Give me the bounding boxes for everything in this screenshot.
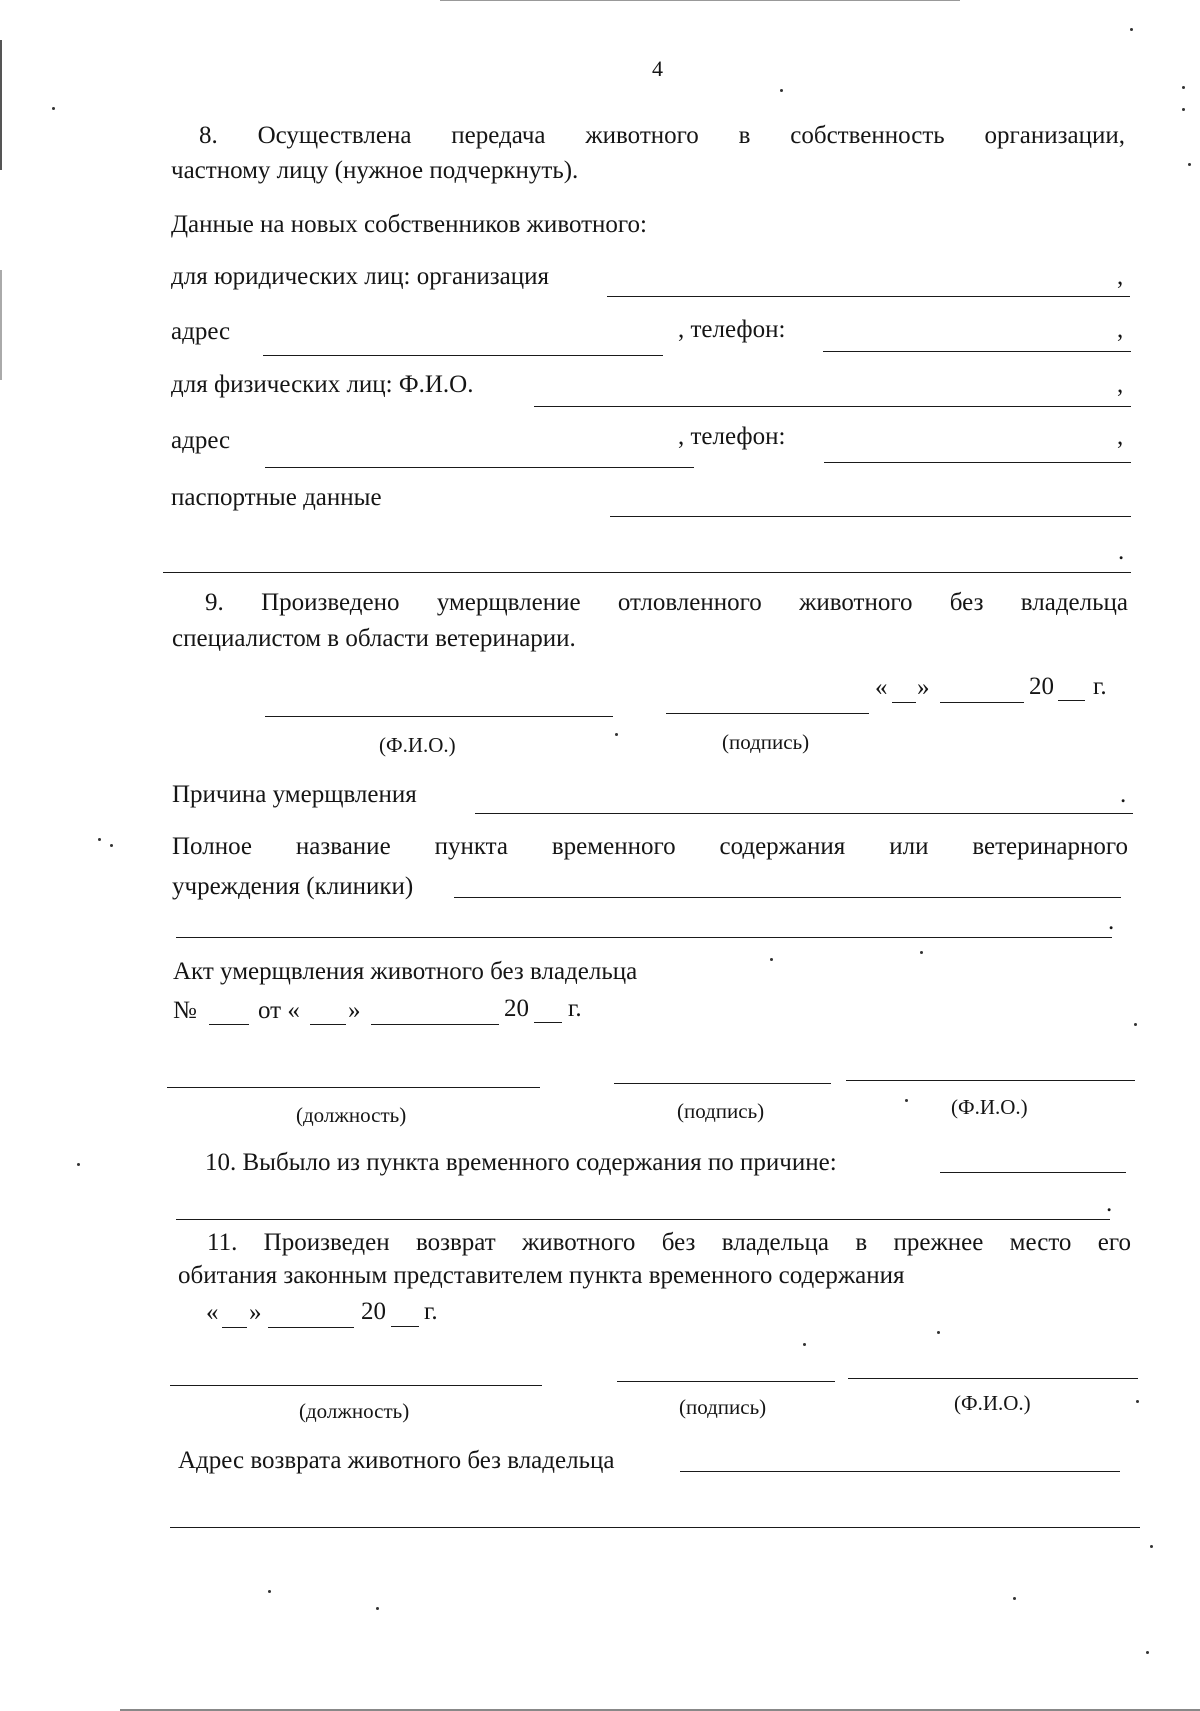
scan-speck <box>1130 28 1133 31</box>
scan-speck <box>803 1343 806 1346</box>
section11-line1: 11. Произведен возврат животного без владельца в прежнее место его <box>207 1229 1131 1256</box>
scan-speck <box>905 1099 908 1102</box>
scan-speck <box>110 844 113 847</box>
act-signature-field[interactable] <box>614 1083 831 1084</box>
section11-line2: обитания законным представителем пункта временного содержания <box>178 1262 905 1289</box>
legal-phone-field[interactable] <box>823 351 1131 352</box>
scan-speck <box>268 1590 271 1593</box>
section9-line1: 9. Произведено умерщвление отловленного животного без владельца <box>205 589 1128 616</box>
year-field[interactable] <box>1058 700 1085 701</box>
period-mark: . <box>1118 538 1125 565</box>
scan-edge-top <box>440 0 960 1</box>
scan-speck <box>1013 1597 1016 1600</box>
vet-fio-field[interactable] <box>265 716 613 717</box>
section8-line1: 8. Осуществлена передача животного в собственность организации, <box>199 122 1125 149</box>
departure-reason-field[interactable] <box>940 1172 1126 1173</box>
act-from: от « <box>258 997 300 1024</box>
year-suffix: г. <box>1093 673 1107 700</box>
fio-caption: (Ф.И.О.) <box>954 1391 1031 1415</box>
return-fio-field[interactable] <box>848 1378 1138 1379</box>
comma-mark: , <box>1117 316 1124 343</box>
individual-fio-field[interactable] <box>534 406 1131 407</box>
scan-speck <box>1188 163 1191 166</box>
return-date-close-quote: » <box>249 1299 262 1326</box>
scan-speck <box>920 951 923 954</box>
return-year-field[interactable] <box>391 1326 419 1327</box>
page-number: 4 <box>652 56 663 81</box>
scan-speck <box>1150 1545 1153 1548</box>
legal-address-label: адрес <box>171 318 231 345</box>
return-date-open-quote: « <box>206 1299 219 1326</box>
section10-line1: 10. Выбыло из пункта временного содержания по причине: <box>205 1149 837 1176</box>
act-year-suffix: г. <box>568 995 582 1022</box>
departure-reason-field-continued[interactable] <box>176 1219 1110 1220</box>
scan-speck <box>1182 86 1185 89</box>
month-field[interactable] <box>940 702 1024 703</box>
position-caption: (должность) <box>296 1103 407 1127</box>
return-position-field[interactable] <box>170 1385 542 1386</box>
facility-line1: Полное название пункта временного содержания или ветеринарного <box>172 833 1128 860</box>
scan-speck <box>615 733 618 736</box>
legal-phone-label: , телефон: <box>678 316 786 343</box>
scan-speck <box>1182 108 1185 111</box>
return-address-label: Адрес возврата животного без владельца <box>178 1447 615 1474</box>
scan-speck <box>77 1163 80 1166</box>
comma-mark: , <box>1117 423 1124 450</box>
signature-caption: (подпись) <box>722 730 810 754</box>
scan-speck <box>1136 1400 1139 1403</box>
return-year-prefix: 20 <box>361 1298 386 1325</box>
passport-field[interactable] <box>610 516 1131 517</box>
return-address-field-continued[interactable] <box>170 1527 1140 1528</box>
act-title: Акт умерщвления животного без владельца <box>173 958 638 985</box>
act-year-prefix: 20 <box>504 995 529 1022</box>
act-fio-field[interactable] <box>846 1080 1135 1081</box>
fio-caption: (Ф.И.О.) <box>951 1095 1028 1119</box>
position-caption: (должность) <box>299 1399 410 1423</box>
act-day-field[interactable] <box>310 1024 346 1025</box>
section9-line2: специалистом в области ветеринарии. <box>172 625 576 652</box>
scan-speck <box>770 958 773 961</box>
passport-label: паспортные данные <box>171 484 382 511</box>
signature-caption: (подпись) <box>677 1099 765 1123</box>
section8-line2: частному лицу (нужное подчеркнуть). <box>171 157 579 184</box>
scan-speck <box>780 89 783 92</box>
act-close-quote: » <box>348 997 361 1024</box>
return-address-field[interactable] <box>680 1471 1120 1472</box>
act-number-sign: № <box>173 997 197 1024</box>
scan-edge-left <box>0 40 2 170</box>
comma-mark: , <box>1117 371 1124 398</box>
new-owners-heading: Данные на новых собственников животного: <box>171 211 648 238</box>
return-month-field[interactable] <box>268 1327 354 1328</box>
legal-entity-field[interactable] <box>607 296 1130 297</box>
date-close-quote: » <box>917 674 930 701</box>
vet-signature-field[interactable] <box>666 713 869 714</box>
return-day-field[interactable] <box>222 1327 247 1328</box>
act-month-field[interactable] <box>371 1024 499 1025</box>
scan-speck <box>1146 1651 1149 1654</box>
date-open-quote: « <box>875 674 888 701</box>
facility-field[interactable] <box>454 897 1121 898</box>
scan-speck <box>1134 1023 1137 1026</box>
act-year-field[interactable] <box>534 1022 562 1023</box>
legal-address-field[interactable] <box>263 355 663 356</box>
day-field[interactable] <box>892 702 916 703</box>
signature-caption: (подпись) <box>679 1395 767 1419</box>
period-mark: . <box>1108 908 1115 935</box>
legal-entity-label: для юридических лиц: организация <box>171 263 550 290</box>
return-year-suffix: г. <box>424 1298 438 1325</box>
individual-phone-field[interactable] <box>824 462 1131 463</box>
act-number-field[interactable] <box>209 1024 249 1025</box>
scan-speck <box>376 1607 379 1610</box>
reason-field[interactable] <box>475 813 1133 814</box>
scan-edge-left-lower <box>0 270 2 380</box>
act-position-field[interactable] <box>167 1087 540 1088</box>
scan-speck <box>52 107 55 110</box>
period-mark: . <box>1120 781 1127 808</box>
fio-caption: (Ф.И.О.) <box>379 733 456 757</box>
return-signature-field[interactable] <box>617 1381 835 1382</box>
passport-field-continued[interactable] <box>163 572 1131 573</box>
individual-fio-label: для физических лиц: Ф.И.О. <box>171 371 474 398</box>
comma-mark: , <box>1117 263 1124 290</box>
individual-address-field[interactable] <box>265 467 694 468</box>
facility-field-continued[interactable] <box>176 937 1112 938</box>
scan-speck <box>937 1331 940 1334</box>
period-mark: . <box>1106 1190 1113 1217</box>
year-prefix: 20 <box>1029 673 1054 700</box>
reason-label: Причина умерщвления <box>172 781 417 808</box>
individual-phone-label: , телефон: <box>678 423 786 450</box>
scan-speck <box>98 838 101 841</box>
individual-address-label: адрес <box>171 427 231 454</box>
facility-line2: учреждения (клиники) <box>172 873 414 900</box>
